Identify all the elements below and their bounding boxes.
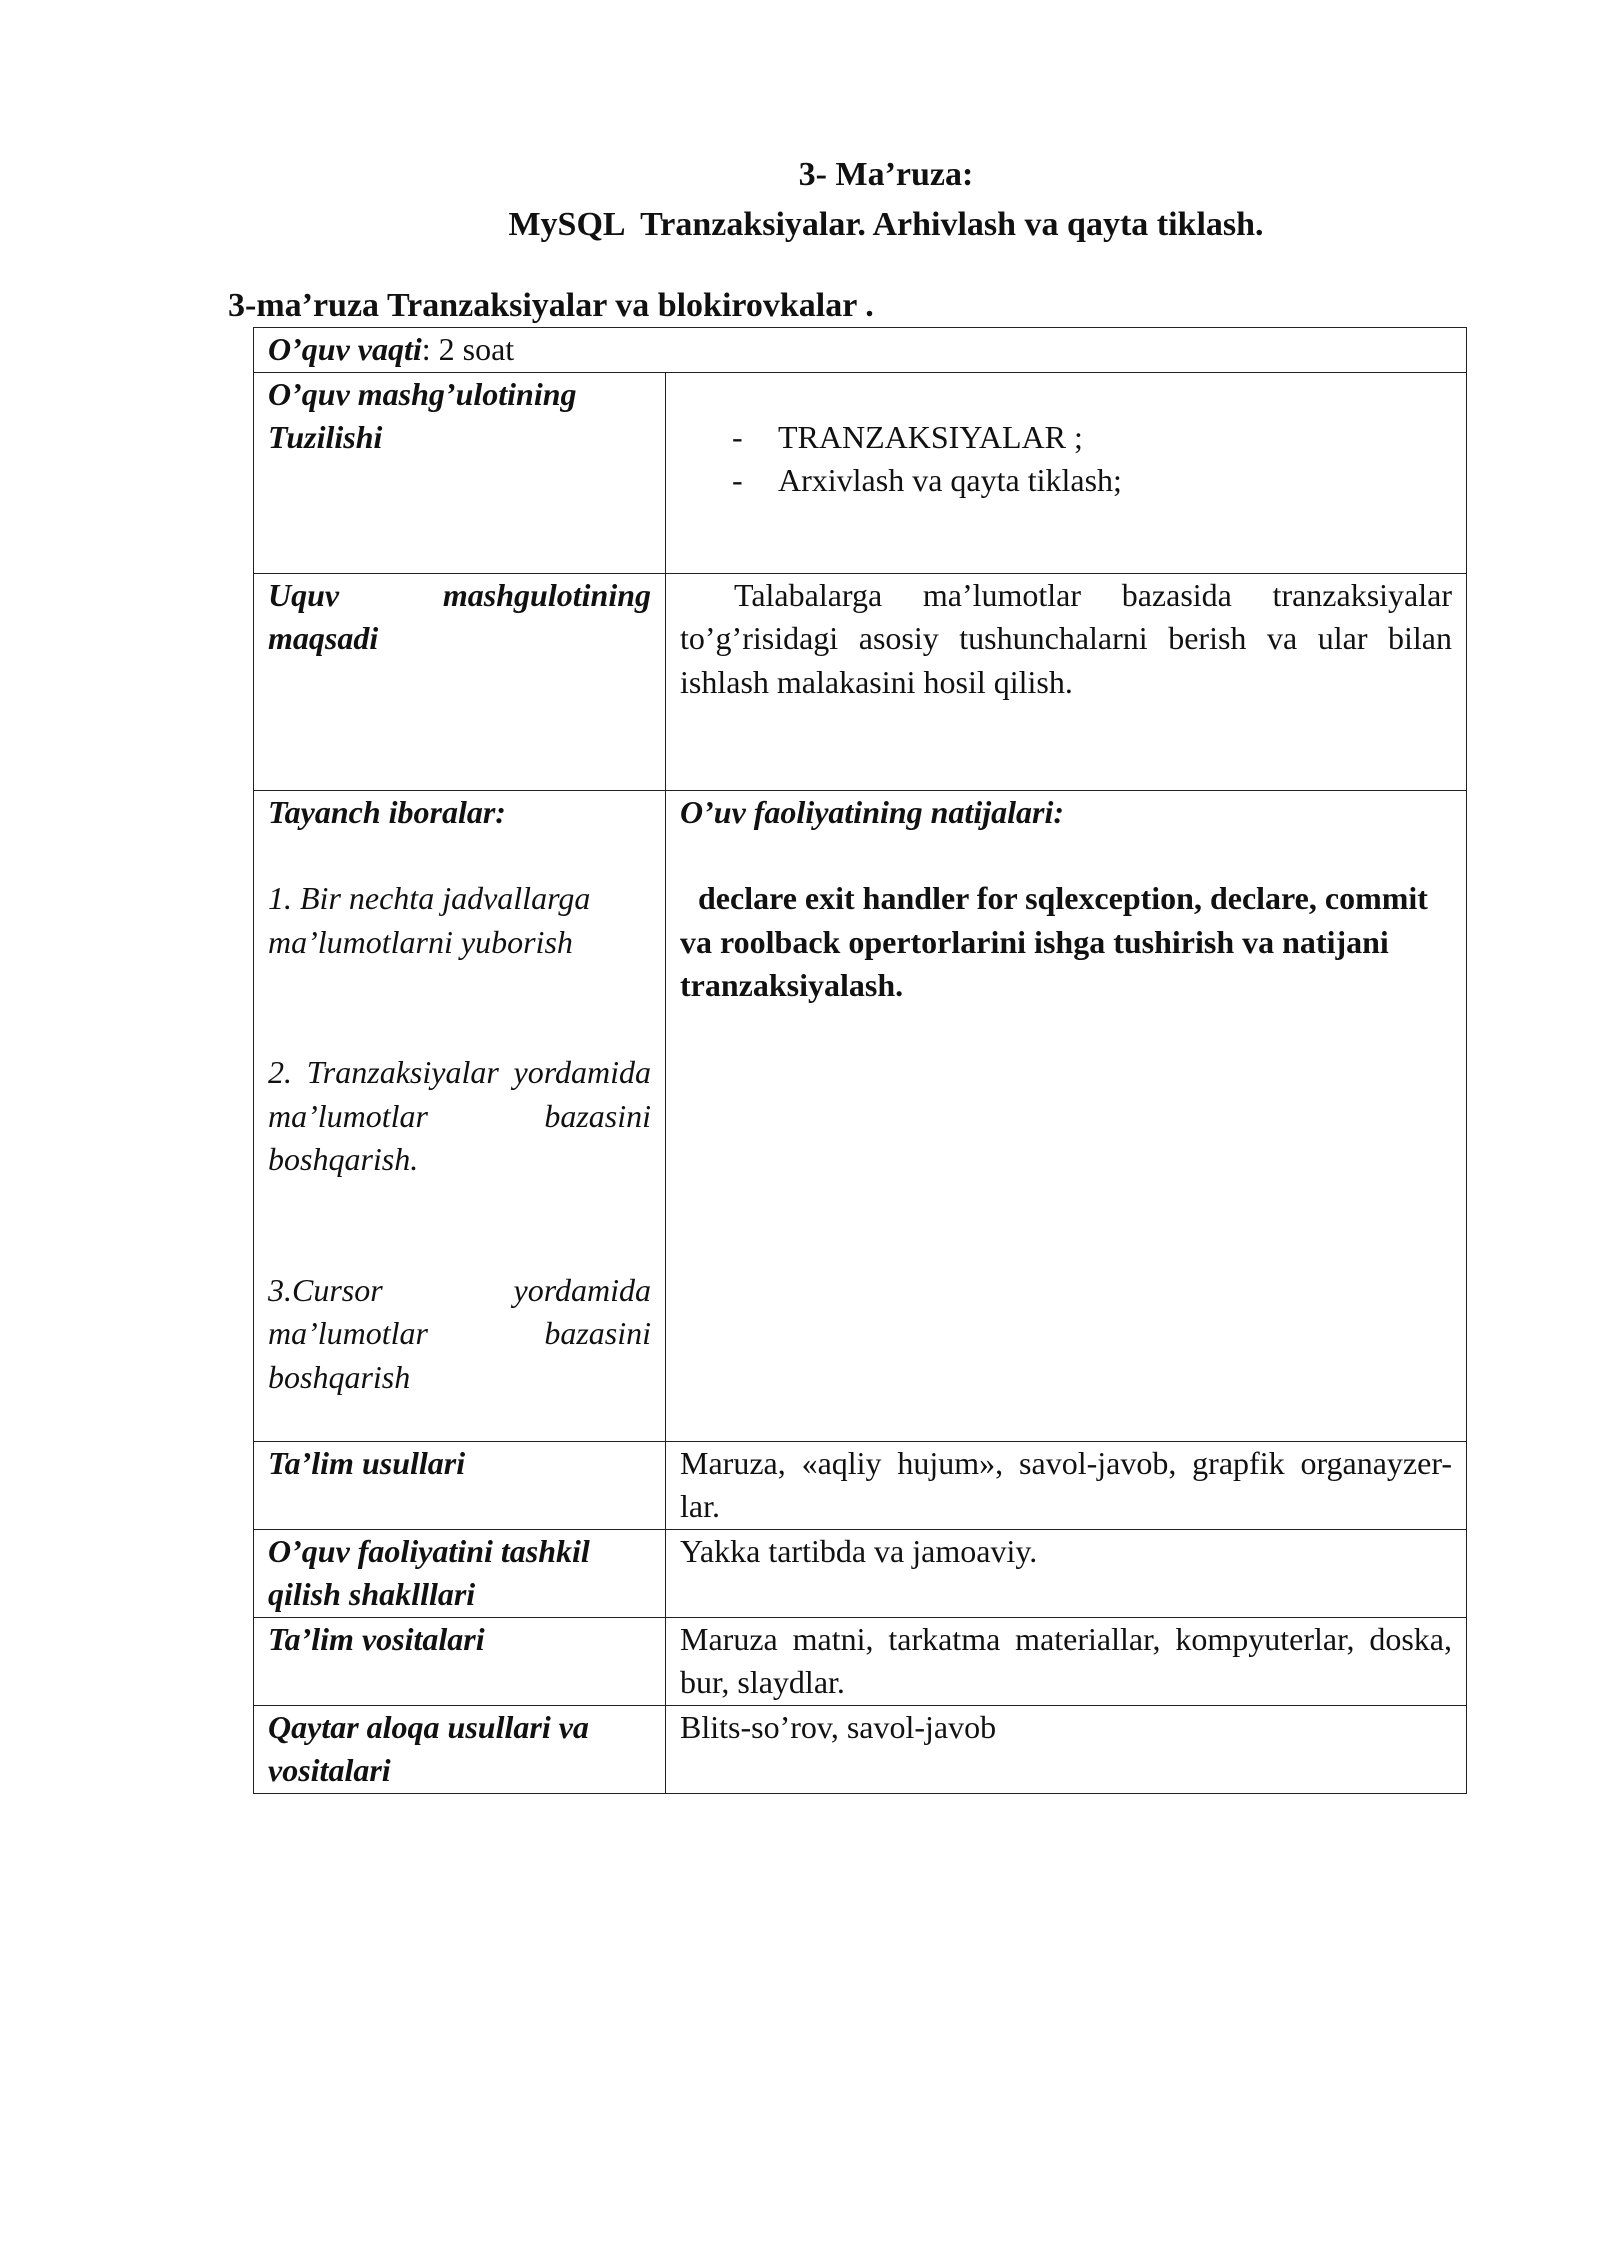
lecture-topic-title: MySQL Tranzaksiyalar. Arhivlash va qayta tiklash.	[508, 206, 1264, 243]
structure-item: - Arxivlash va qayta tiklash;	[732, 459, 1452, 503]
methods-label: Ta’lim usullari	[254, 1441, 666, 1529]
key-term-item: 2. Tranzaksiyalar yordamida ma’lumotlar bazasini boshqarish.	[268, 1054, 651, 1177]
structure-item: - TRANZAKSIYALAR ;	[732, 416, 1452, 460]
structure-cell	[666, 372, 1467, 573]
methods-value: Maruza, «aqliy hujum», savol-javob, grapfik organayzer-lar.	[666, 1441, 1467, 1529]
outcomes-text-wrap	[680, 877, 1452, 1008]
feedback-value: Blits-so’rov, savol-javob	[666, 1705, 1467, 1793]
methods-row	[254, 1441, 1467, 1529]
structure-label: O’quv mashg’ulotining Tuzilishi	[254, 372, 666, 573]
means-row	[254, 1617, 1467, 1705]
key-terms-row	[254, 790, 1467, 1441]
structure-row	[254, 372, 1467, 573]
outcomes-label: O’uv faoliyatining natijalari:	[680, 793, 1065, 830]
key-term-item: 3.Cursor yordamida ma’lumotlar bazasini boshqarish	[268, 1271, 651, 1395]
study-time-value: : 2 soat	[421, 331, 515, 367]
outcomes-cell	[666, 790, 1467, 1441]
outcomes-text: declare exit handler for sqlexception, declare, commit va roolback opertorlarini ishga tushirish va natijani tranzaksiyalash.	[680, 880, 1428, 1003]
aim-text: Talabalarga ma’lumotlar bazasida tranzaksiyalar to’g’risidagi asosiy tushunchalarni berish va ular bilan ishlash malakasini hosil qilish.	[680, 576, 1452, 700]
study-time-cell	[254, 328, 1467, 373]
lesson-plan-table	[253, 327, 1467, 1794]
forms-label: O’quv faoliyatini tashkil qilish shaklllari	[254, 1529, 666, 1617]
forms-row	[254, 1529, 1467, 1617]
study-time-label: O’quv vaqti	[268, 331, 422, 367]
aim-cell	[666, 573, 1467, 790]
aim-label-text: Uquv mashgulotining maqsadi	[268, 576, 651, 656]
aim-label	[254, 573, 666, 790]
key-term-item: 1. Bir nechta jadvallarga ma’lumotlarni yuborish	[268, 880, 591, 960]
study-time-row	[254, 328, 1467, 373]
forms-value: Yakka tartibda va jamoaviy.	[666, 1529, 1467, 1617]
means-value: Maruza matni, tarkatma materiallar, kompyuterlar, doska, bur, slaydlar.	[666, 1617, 1467, 1705]
key-terms-cell	[254, 790, 666, 1441]
document-title	[0, 150, 1600, 250]
key-terms-label: Tayanch iboralar:	[268, 793, 506, 830]
structure-list	[680, 416, 1452, 503]
feedback-row	[254, 1705, 1467, 1793]
aim-row	[254, 573, 1467, 790]
lecture-number-title: 3- Ma’ruza:	[798, 156, 974, 193]
means-label: Ta’lim vositalari	[254, 1617, 666, 1705]
section-heading: 3-ma’ruza Tranzaksiyalar va blokirovkalar .	[228, 287, 874, 324]
feedback-label: Qaytar aloqa usullari va vositalari	[254, 1705, 666, 1793]
